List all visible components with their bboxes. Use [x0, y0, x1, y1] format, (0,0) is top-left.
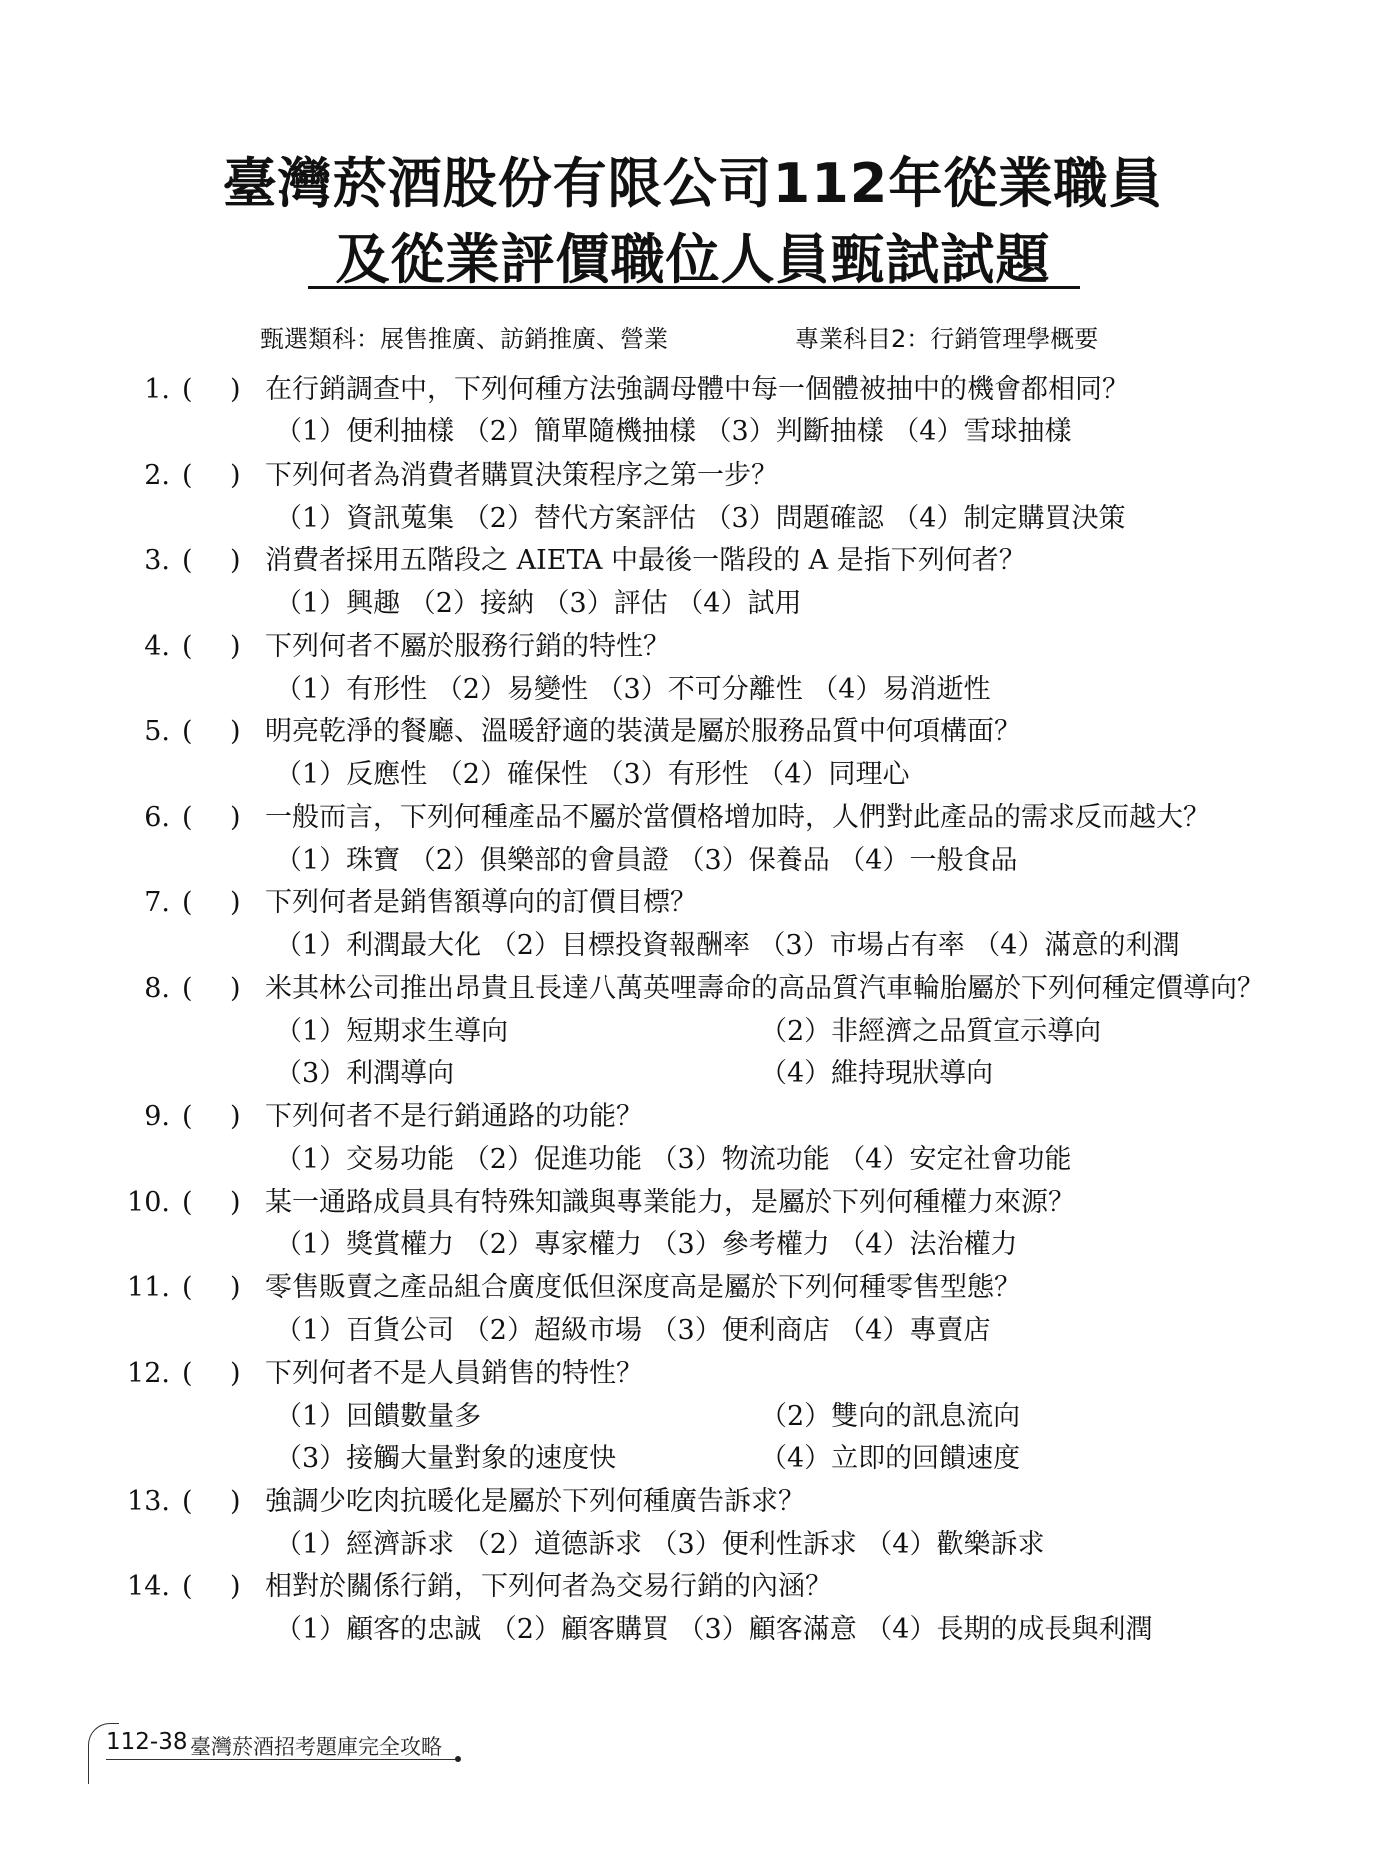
- options-text: （1）興趣 （2）接納 （3）評估 （4）試用: [275, 588, 802, 619]
- answer-close-paren: ): [230, 887, 241, 918]
- exam-subject: 專業科目2：行銷管理學概要: [795, 325, 1099, 353]
- answer-close-paren: ): [230, 1358, 241, 1389]
- question-text: 下列何者是銷售額導向的訂價目標？: [265, 887, 697, 918]
- options-text: （1）經濟訴求 （2）道德訴求 （3）便利性訴求 （4）歡樂訴求: [275, 1529, 1045, 1560]
- answer-open-paren: (: [182, 802, 193, 833]
- answer-close-paren: ): [230, 460, 241, 491]
- question-number: 2.: [144, 460, 170, 491]
- question-text: 零售販賣之產品組合廣度低但深度高是屬於下列何種零售型態？: [265, 1272, 1021, 1303]
- question-text: 一般而言，下列何種產品不屬於當價格增加時，人們對此產品的需求反而越大？: [265, 802, 1210, 833]
- option-4: （4）維持現狀導向: [760, 1058, 994, 1089]
- option-1: （1）回饋數量多: [275, 1401, 482, 1432]
- answer-open-paren: (: [182, 1187, 193, 1218]
- page-footer: [78, 1723, 478, 1783]
- answer-open-paren: (: [182, 1486, 193, 1517]
- question-number: 3.: [144, 545, 170, 576]
- answer-open-paren: (: [182, 973, 193, 1004]
- answer-open-paren: (: [182, 631, 193, 662]
- answer-close-paren: ): [230, 1571, 241, 1602]
- answer-open-paren: (: [182, 887, 193, 918]
- question-text: 下列何者為消費者購買決策程序之第一步？: [265, 460, 778, 491]
- options-text: （1）反應性 （2）確保性 （3）有形性 （4）同理心: [275, 759, 910, 790]
- question-number: 1.: [144, 374, 170, 405]
- question-number: 9.: [144, 1101, 170, 1132]
- answer-close-paren: ): [230, 802, 241, 833]
- question-text: 下列何者不屬於服務行銷的特性？: [265, 631, 670, 662]
- option-2: （2）雙向的訊息流向: [760, 1401, 1021, 1432]
- options-text: （1）交易功能 （2）促進功能 （3）物流功能 （4）安定社會功能: [275, 1144, 1072, 1175]
- options-text: （1）便利抽樣 （2）簡單隨機抽樣 （3）判斷抽樣 （4）雪球抽樣: [275, 416, 1072, 447]
- question-text: 下列何者不是人員銷售的特性？: [265, 1358, 643, 1389]
- options-text: （1）顧客的忠誠 （2）顧客購買 （3）顧客滿意 （4）長期的成長與利潤: [275, 1614, 1153, 1645]
- exam-category: 甄選類科：展售推廣、訪銷推廣、營業: [260, 325, 668, 353]
- option-2: （2）非經濟之品質宣示導向: [760, 1016, 1102, 1047]
- question-text: 下列何者不是行銷通路的功能？: [265, 1101, 643, 1132]
- options-text: （1）有形性 （2）易變性 （3）不可分離性 （4）易消逝性: [275, 674, 991, 705]
- answer-close-paren: ): [230, 1101, 241, 1132]
- question-text: 相對於關係行銷，下列何者為交易行銷的內涵？: [265, 1571, 832, 1602]
- answer-open-paren: (: [182, 1571, 193, 1602]
- answer-close-paren: ): [230, 1187, 241, 1218]
- answer-open-paren: (: [182, 1101, 193, 1132]
- answer-close-paren: ): [230, 973, 241, 1004]
- answer-close-paren: ): [230, 631, 241, 662]
- title-underline: [308, 286, 1080, 289]
- option-3: （3）接觸大量對象的速度快: [275, 1443, 617, 1474]
- answer-open-paren: (: [182, 1358, 193, 1389]
- options-text: （1）獎賞權力 （2）專家權力 （3）參考權力 （4）法治權力: [275, 1229, 1018, 1260]
- option-1: （1）短期求生導向: [275, 1016, 509, 1047]
- answer-open-paren: (: [182, 460, 193, 491]
- answer-open-paren: (: [182, 716, 193, 747]
- answer-open-paren: (: [182, 1272, 193, 1303]
- answer-close-paren: ): [230, 545, 241, 576]
- options-text: （1）百貨公司 （2）超級市場 （3）便利商店 （4）專賣店: [275, 1315, 991, 1346]
- question-number: 12.: [127, 1358, 170, 1389]
- book-title: 臺灣菸酒招考題庫完全攻略: [190, 1735, 442, 1759]
- question-number: 10.: [127, 1187, 170, 1218]
- answer-open-paren: (: [182, 374, 193, 405]
- options-text: （1）珠寶 （2）俱樂部的會員證 （3）保養品 （4）一般食品: [275, 845, 1018, 876]
- answer-close-paren: ): [230, 1272, 241, 1303]
- footer-rule: [106, 1759, 456, 1760]
- answer-close-paren: ): [230, 1486, 241, 1517]
- answer-close-paren: ): [230, 716, 241, 747]
- question-number: 13.: [127, 1486, 170, 1517]
- option-4: （4）立即的回饋速度: [760, 1443, 1021, 1474]
- options-text: （1）資訊蒐集 （2）替代方案評估 （3）問題確認 （4）制定購買決策: [275, 503, 1126, 534]
- question-number: 4.: [144, 631, 170, 662]
- answer-open-paren: (: [182, 545, 193, 576]
- title-line-2: 及從業評價職位人員甄試試題: [335, 228, 1051, 291]
- question-text: 在行銷調查中，下列何種方法強調母體中每一個體被抽中的機會都相同？: [265, 374, 1129, 405]
- question-text: 強調少吃肉抗暖化是屬於下列何種廣告訴求？: [265, 1486, 805, 1517]
- question-number: 14.: [127, 1571, 170, 1602]
- page-number: 112-38: [106, 1729, 188, 1755]
- question-text: 明亮乾淨的餐廳、溫暖舒適的裝潢是屬於服務品質中何項構面？: [265, 716, 1021, 747]
- title-line-1: 臺灣菸酒股份有限公司112年從業職員: [222, 152, 1164, 215]
- question-text: 某一通路成員具有特殊知識與專業能力，是屬於下列何種權力來源？: [265, 1187, 1075, 1218]
- question-text: 米其林公司推出昂貴且長達八萬英哩壽命的高品質汽車輪胎屬於下列何種定價導向？: [265, 973, 1264, 1004]
- question-number: 6.: [144, 802, 170, 833]
- question-number: 5.: [144, 716, 170, 747]
- option-3: （3）利潤導向: [275, 1058, 455, 1089]
- answer-close-paren: ): [230, 374, 241, 405]
- question-number: 11.: [127, 1272, 170, 1303]
- options-text: （1）利潤最大化 （2）目標投資報酬率 （3）市場占有率 （4）滿意的利潤: [275, 930, 1180, 961]
- footer-dot: [455, 1756, 461, 1762]
- question-number: 8.: [144, 973, 170, 1004]
- question-text: 消費者採用五階段之 AIETA 中最後一階段的 A 是指下列何者？: [265, 545, 1026, 576]
- question-number: 7.: [144, 887, 170, 918]
